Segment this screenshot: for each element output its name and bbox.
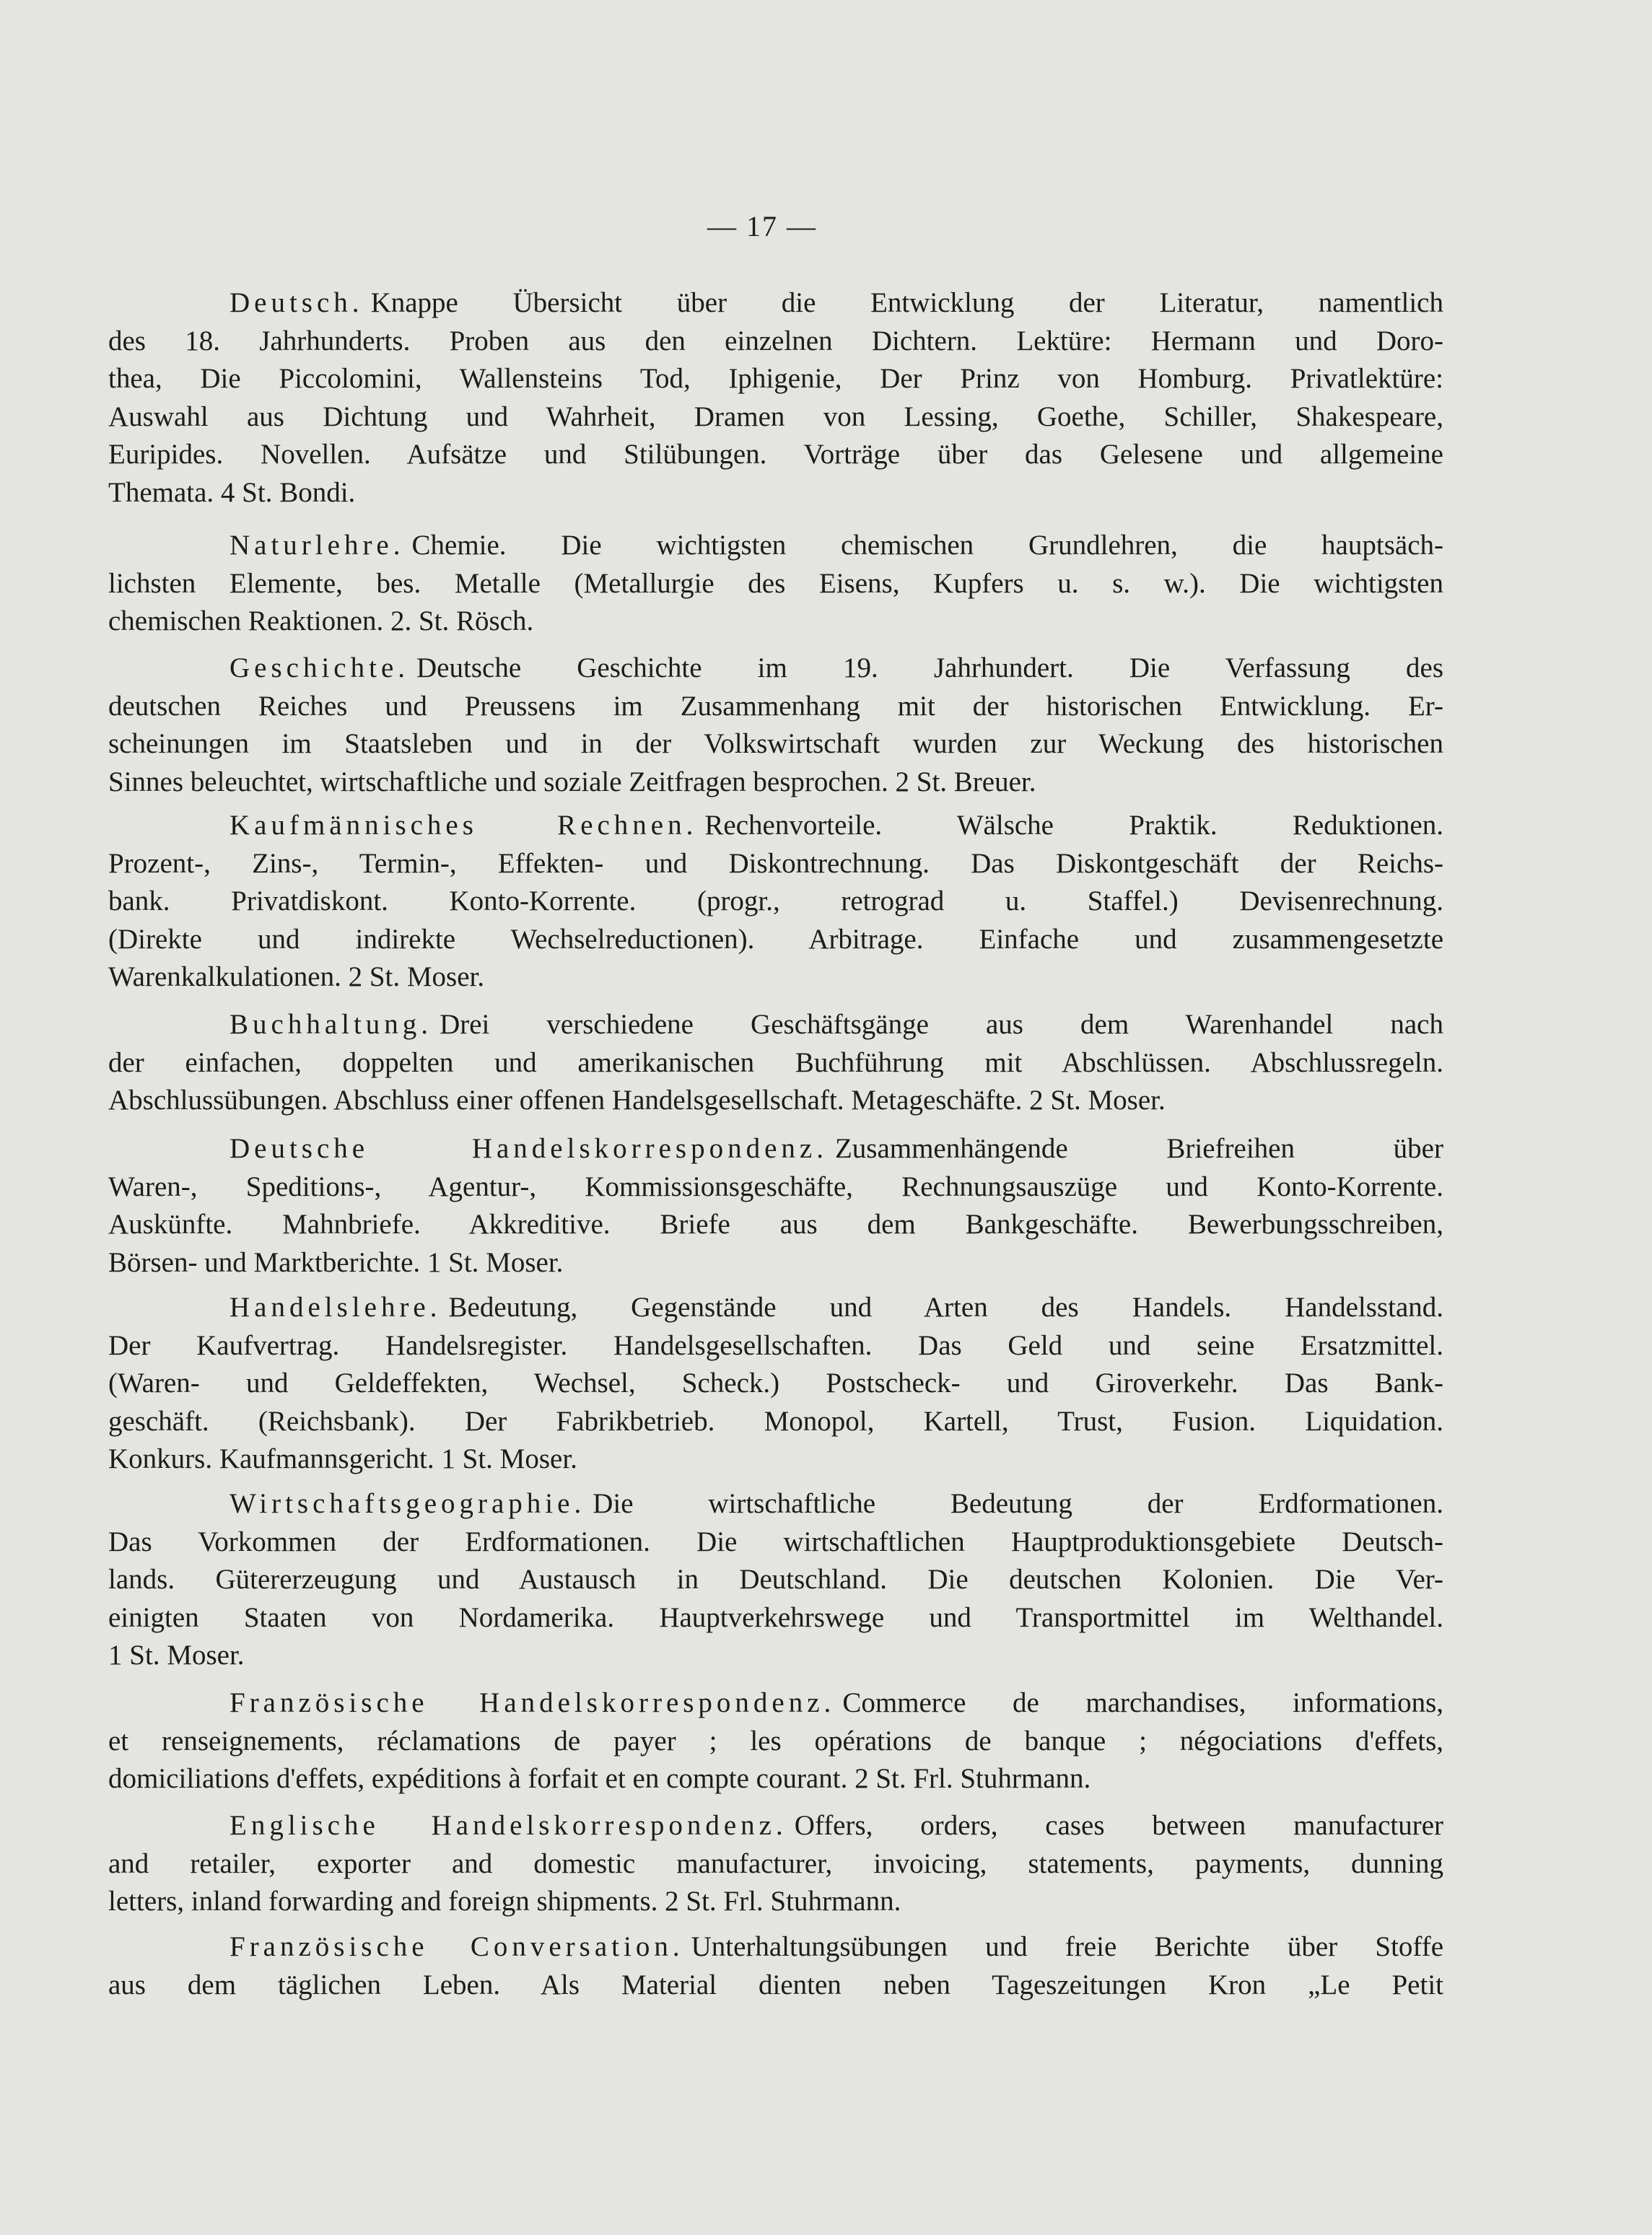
text-line (108, 958, 1443, 997)
subject-heading: Französische Conversation. (230, 1931, 684, 1962)
text-line (108, 1440, 1443, 1479)
line-text: deutschen Reiches und Preussens im Zusammenhang mit der historischen Entwicklung. Er- (108, 690, 1443, 722)
line-text: (Direkte und indirekte Wechselreductionen). Arbitrage. Einfache und zusammengesetzte (108, 923, 1443, 955)
line-text: Knappe Übersicht über die Entwicklung der Literatur, namentlich (370, 287, 1443, 318)
text-line (108, 921, 1443, 959)
line-text: lands. Gütererzeugung und Austausch in Deutschland. Die deutschen Kolonien. Die Ver- (108, 1564, 1443, 1595)
subject-heading: Buchhaltung. (230, 1009, 433, 1040)
subject-heading: Geschichte. (230, 652, 410, 683)
text-line (108, 1561, 1443, 1599)
subject-heading: Englische Handelskorrespondenz. (230, 1810, 787, 1841)
line-text: Abschlussübungen. Abschluss einer offenen Handelsgesellschaft. Metageschäfte. 2 St. Moser. (108, 1085, 1166, 1116)
text-line (108, 1807, 1443, 1845)
text-line (108, 1082, 1443, 1120)
text-line (108, 1845, 1443, 1884)
text-line (108, 1883, 1443, 1921)
text-line (108, 1599, 1443, 1637)
line-text: Rechenvorteile. Wälsche Praktik. Reduktionen. (704, 810, 1443, 841)
line-text: Konkurs. Kaufmannsgericht. 1 St. Moser. (108, 1443, 577, 1474)
text-line (108, 527, 1443, 565)
line-text: thea, Die Piccolomini, Wallensteins Tod, Iphigenie, Der Prinz von Homburg. Privatlektüre: (108, 363, 1443, 394)
text-line (108, 725, 1443, 764)
page-number: — 17 — (707, 210, 817, 242)
line-text: chemischen Reaktionen. 2. St. Rösch. (108, 605, 534, 637)
subject-heading: Französische Handelskorrespondenz. (230, 1687, 836, 1718)
text-line (108, 1044, 1443, 1082)
line-text: Zusammenhängende Briefreihen über (834, 1133, 1443, 1164)
subject-heading: Kaufmännisches Rechnen. (230, 810, 698, 841)
text-line (108, 565, 1443, 603)
line-text: Auswahl aus Dichtung und Wahrheit, Dramen von Lessing, Goethe, Schiller, Shakespeare, (108, 401, 1443, 432)
text-line (108, 284, 1443, 323)
line-text: Börsen- und Marktberichte. 1 St. Moser. (108, 1246, 564, 1278)
text-line (108, 1365, 1443, 1403)
text-line (108, 1403, 1443, 1441)
paragraph (108, 1485, 1443, 1675)
text-line (108, 1327, 1443, 1365)
line-text: Unterhaltungsübungen und freie Berichte über Stoffe (691, 1931, 1444, 1962)
line-text: Warenkalkulationen. 2 St. Moser. (108, 961, 485, 992)
text-line (108, 688, 1443, 726)
text-line (108, 1485, 1443, 1523)
text-line (108, 1523, 1443, 1562)
text-line (108, 1928, 1443, 1967)
line-text: 1 St. Moser. (108, 1640, 245, 1671)
line-text: aus dem täglichen Leben. Als Material dienten neben Tageszeitungen Kron „Le Petit (108, 1969, 1443, 2000)
text-line (108, 1006, 1443, 1044)
text-line (108, 474, 1443, 512)
paragraph (108, 1006, 1443, 1120)
text-line (108, 1967, 1443, 2005)
paragraph (108, 1684, 1443, 1798)
line-text: lichsten Elemente, bes. Metalle (Metallurgie des Eisens, Kupfers u. s. w.). Die wichtigsten (108, 567, 1443, 599)
line-text: des 18. Jahrhunderts. Proben aus den einzelnen Dichtern. Lektüre: Hermann und Doro- (108, 325, 1443, 357)
line-text: Euripides. Novellen. Aufsätze und Stilübungen. Vorträge über das Gelesene und allgemeine (108, 439, 1443, 470)
line-text: der einfachen, doppelten und amerikanischen Buchführung mit Abschlüssen. Abschlussregeln. (108, 1046, 1443, 1078)
subject-heading: Handelslehre. (230, 1292, 442, 1323)
line-text: einigten Staaten von Nordamerika. Hauptverkehrswege und Transportmittel im Welthandel. (108, 1601, 1443, 1633)
text-line (108, 845, 1443, 883)
line-text: and retailer, exporter and domestic manufacturer, invoicing, statements, payments, dunning (108, 1847, 1443, 1879)
text-line (108, 436, 1443, 474)
line-text: Sinnes beleuchtet, wirtschaftliche und soziale Zeitfragen besprochen. 2 St. Breuer. (108, 766, 1036, 797)
line-text: Das Vorkommen der Erdformationen. Die wirtschaftlichen Hauptproduktionsgebiete Deutsch- (108, 1526, 1443, 1557)
text-line (108, 649, 1443, 688)
line-text: Offers, orders, cases between manufacturer (794, 1810, 1443, 1841)
line-text: domiciliations d'effets, expéditions à forfait et en compte courant. 2 St. Frl. Stuhrmann. (108, 1763, 1091, 1794)
line-text: Commerce de marchandises, informations, (842, 1687, 1443, 1718)
subject-heading: Deutsche Handelskorrespondenz. (230, 1133, 828, 1164)
subject-heading: Deutsch. (230, 287, 364, 318)
line-text: scheinungen im Staatsleben und in der Volkswirtschaft wurden zur Weckung des historischen (108, 728, 1443, 759)
text-line (108, 1206, 1443, 1244)
paragraph (108, 1289, 1443, 1479)
text-line (108, 398, 1443, 437)
text-line (108, 1289, 1443, 1327)
text-line (108, 1760, 1443, 1798)
text-line (108, 1244, 1443, 1282)
line-text: et renseignements, réclamations de payer ; les opérations de banque ; négociations d'effets, (108, 1725, 1443, 1757)
text-line (108, 1637, 1443, 1675)
paragraph (108, 807, 1443, 997)
paragraph (108, 1130, 1443, 1282)
paragraph (108, 1807, 1443, 1921)
paragraph (108, 527, 1443, 641)
line-text: Prozent-, Zins-, Termin-, Effekten- und Diskontrechnung. Das Diskontgeschäft der Reichs- (108, 847, 1443, 879)
paragraph (108, 649, 1443, 801)
subject-heading: Naturlehre. (230, 530, 405, 561)
text-line (108, 603, 1443, 641)
line-text: Auskünfte. Mahnbriefe. Akkreditive. Briefe aus dem Bankgeschäfte. Bewerbungsschreiben, (108, 1209, 1443, 1240)
text-line (108, 1168, 1443, 1207)
line-text: bank. Privatdiskont. Konto-Korrente. (progr., retrograd u. Staffel.) Devisenrechnung. (108, 885, 1443, 917)
text-line (108, 1723, 1443, 1761)
line-text: Drei verschiedene Geschäftsgänge aus dem Warenhandel nach (440, 1009, 1443, 1040)
subject-heading: Wirtschaftsgeographie. (230, 1488, 586, 1519)
text-line (108, 1130, 1443, 1168)
text-line (108, 323, 1443, 361)
line-text: (Waren- und Geldeffekten, Wechsel, Scheck.) Postscheck- und Giroverkehr. Das Bank- (108, 1368, 1443, 1399)
text-line (108, 1684, 1443, 1723)
line-text: geschäft. (Reichsbank). Der Fabrikbetrieb. Monopol, Kartell, Trust, Fusion. Liquidation. (108, 1405, 1443, 1437)
line-text: Die wirtschaftliche Bedeutung der Erdformationen. (593, 1488, 1443, 1519)
line-text: letters, inland forwarding and foreign shipments. 2 St. Frl. Stuhrmann. (108, 1886, 901, 1917)
line-text: Der Kaufvertrag. Handelsregister. Handelsgesellschaften. Das Geld und seine Ersatzmittel. (108, 1329, 1443, 1361)
text-line (108, 764, 1443, 802)
line-text: Bedeutung, Gegenstände und Arten des Handels. Handelsstand. (448, 1292, 1443, 1323)
paragraph (108, 1928, 1443, 2004)
text-line (108, 883, 1443, 921)
paragraph (108, 284, 1443, 512)
text-line (108, 807, 1443, 845)
line-text: Deutsche Geschichte im 19. Jahrhundert. Die Verfassung des (416, 652, 1443, 683)
line-text: Chemie. Die wichtigsten chemischen Grundlehren, die hauptsäch- (411, 530, 1443, 561)
line-text: Themata. 4 St. Bondi. (108, 476, 356, 508)
text-line (108, 360, 1443, 398)
line-text: Waren-, Speditions-, Agentur-, Kommissionsgeschäfte, Rechnungsauszüge und Konto-Korrente. (108, 1171, 1443, 1202)
